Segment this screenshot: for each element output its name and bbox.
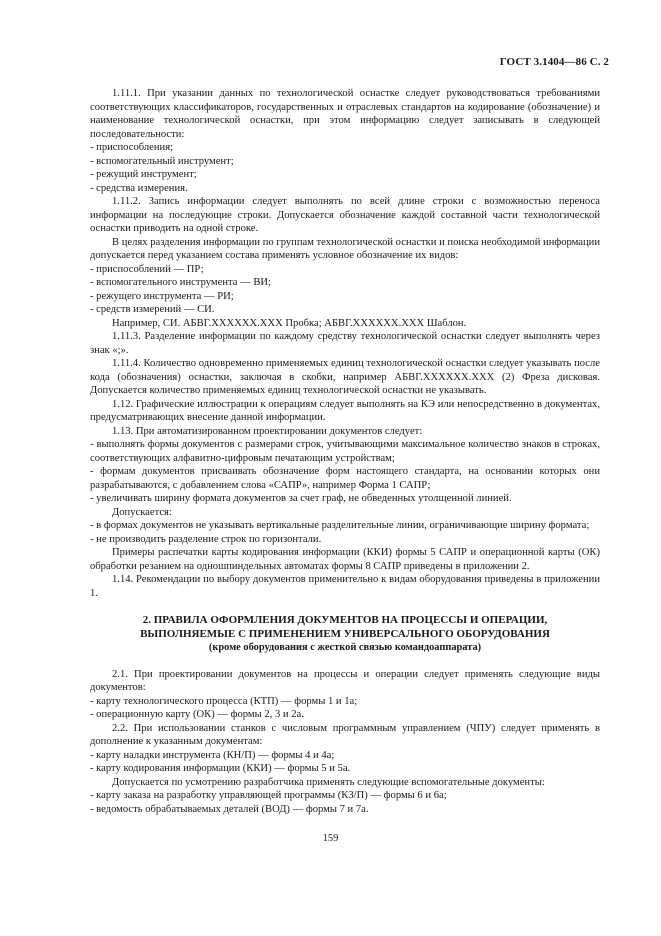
paragraph-1-14: 1.14. Рекомендации по выбору документов применительно к видам оборудования приведены в приложении 1. <box>90 574 600 599</box>
paragraph-1-11-4: 1.11.4. Количество одновременно применяемых единиц технологической оснастки следует указывать после кода (обозначения) оснастки, заключая в скобки, например АБВГ.XXXXXX.XXX (2) Фреза дисковая. Допускается количество применяемых единиц технологической оснастки не указывать. <box>90 358 600 396</box>
list-item: - увеличивать ширину формата документов за счет граф, не обведенных утолщенной линией. <box>90 493 512 504</box>
paragraph-2-2: 2.2. При использовании станков с числовым программным управлением (ЧПУ) следует применять в дополнение к указанным документам: <box>90 722 600 747</box>
list-item: - средств измерений — СИ. <box>90 304 215 315</box>
paragraph-1-11-2: 1.11.2. Запись информации следует выполнять по всей длине строки с возможностью переноса информации на последующие строки. Допускается обозначение каждой составной части технологической оснастки приводить на одной строке. <box>90 196 600 234</box>
paragraph: В целях разделения информации по группам технологической оснастки и поиска необходимой информации допускается перед указанием состава применять условное обозначение их видов: <box>90 236 601 261</box>
list-item: - в формах документов не указывать вертикальные разделительные линии, ограничивающие ширину формата; <box>90 520 590 531</box>
paragraph: Допускается: <box>112 506 172 518</box>
paragraph-2-1: 2.1. При проектировании документов на процессы и операции следует применять следующие виды документов: <box>90 668 600 693</box>
paragraph: Примеры распечатки карты кодирования информации (ККИ) формы 5 САПР и операционной карты (ОК) обработки резанием на одношпиндельных автоматах формы 8 САПР приведены в приложении 2. <box>90 547 600 572</box>
example-paragraph: Например, СИ. АБВГ.XXXXXX.XXX Пробка; АБВГ.XXXXXX.XXX Шаблон. <box>112 317 467 329</box>
list-item: - не производить разделение строк по горизонтали. <box>90 533 322 545</box>
list-item: - карту кодирования информации (ККИ) — формы 5 и 5а. <box>90 763 351 774</box>
document-body <box>90 87 600 816</box>
section-heading-subtitle: (кроме оборудования с жесткой связью командоаппарата) <box>208 642 482 653</box>
list-item: - вспомогательный инструмент; <box>90 155 234 167</box>
section-heading <box>90 614 600 655</box>
paragraph-1-12: 1.12. Графические иллюстрации к операциям следует выполнять на КЭ или непосредственно в документах, предусматривающих внесение данной информации. <box>90 398 600 423</box>
list-item: - режущего инструмента — РИ; <box>90 290 234 302</box>
list-item: - операционную карту (ОК) — формы 2, 3 и 2а. <box>90 709 304 720</box>
list-item: - карту заказа на разработку управляющей программы (КЗ/П) — формы 6 и 6а; <box>90 790 447 801</box>
list-item: - приспособлений — ПР; <box>90 263 204 275</box>
page-header: ГОСТ 3.1404—86 С. 2 <box>499 56 609 68</box>
list-item: - вспомогательного инструмента — ВИ; <box>90 277 271 288</box>
section-heading-line: ВЫПОЛНЯЕМЫЕ С ПРИМЕНЕНИЕМ УНИВЕРСАЛЬНОГО ОБОРУДОВАНИЯ <box>140 627 550 640</box>
list-item: - режущий инструмент; <box>90 169 197 180</box>
list-item: - приспособления; <box>90 142 174 153</box>
section-heading-line: 2. ПРАВИЛА ОФОРМЛЕНИЯ ДОКУМЕНТОВ НА ПРОЦЕССЫ И ОПЕРАЦИИ, <box>142 614 548 626</box>
paragraph: Допускается по усмотрению разработчика применять следующие вспомогательные документы: <box>112 776 545 788</box>
list-item: - карту технологического процесса (КТП) — формы 1 и 1а; <box>90 695 358 707</box>
paragraph-1-11-1: 1.11.1. При указании данных по технологической оснастке следует руководствоваться требованиями соответствующих классификаторов, государственных и отраслевых стандартов на кодирование (обозначение) и наименование технологической оснастки, при этом информацию следует записывать в следующей последовательности: <box>90 88 600 140</box>
list-item: - средства измерения. <box>90 182 188 194</box>
paragraph-1-11-3: 1.11.3. Разделение информации по каждому средству технологической оснастки следует выполнять через знак «;». <box>90 331 600 356</box>
paragraph-1-13: 1.13. При автоматизированном проектировании документов следует: <box>112 425 423 437</box>
page-number: 159 <box>322 833 339 844</box>
list-item: - ведомость обрабатываемых деталей (ВОД) — формы 7 и 7а. <box>90 803 369 815</box>
list-item: - формам документов присваивать обозначение форм настоящего стандарта, на основании которых они разрабатываются, с добавлением слова «САПР», например Форма 1 САПР; <box>90 466 600 491</box>
list-item: - карту наладки инструмента (КН/П) — формы 4 и 4а; <box>90 749 335 761</box>
list-item: - выполнять формы документов с размерами строк, учитывающими максимальное количество знаков в строках, соответствующих алфавитно-цифровым печатающим устройствам; <box>90 439 600 464</box>
